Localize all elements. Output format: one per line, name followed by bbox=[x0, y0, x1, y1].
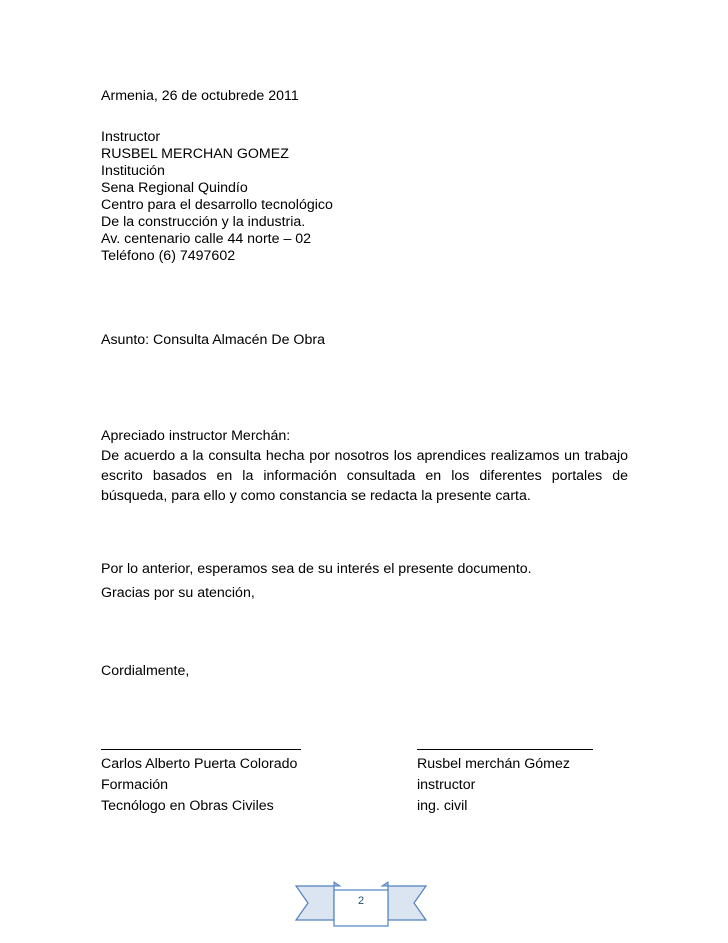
valediction: Cordialmente, bbox=[101, 663, 190, 679]
page-number-ribbon bbox=[294, 880, 428, 930]
recipient-line: Instructor bbox=[101, 129, 161, 145]
thanks-line: Gracias por su atención, bbox=[101, 585, 255, 601]
date-line: Armenia, 26 de octubrede 2011 bbox=[101, 88, 299, 104]
recipient-line: Centro para el desarrollo tecnológico bbox=[101, 197, 333, 213]
recipient-line: Sena Regional Quindío bbox=[101, 180, 248, 196]
signature-line bbox=[101, 734, 301, 750]
recipient-line: Institución bbox=[101, 163, 165, 179]
recipient-line: Av. centenario calle 44 norte – 02 bbox=[101, 231, 312, 247]
signature-left bbox=[101, 734, 301, 817]
signature-right bbox=[417, 734, 593, 817]
subject-line: Asunto: Consulta Almacén De Obra bbox=[101, 332, 325, 348]
signer-role: Formación bbox=[101, 777, 169, 793]
signer-title: Tecnólogo en Obras Civiles bbox=[101, 798, 274, 814]
page-number: 2 bbox=[357, 895, 365, 907]
recipient-address bbox=[101, 129, 333, 265]
signer-title: ing. civil bbox=[417, 798, 468, 814]
signer-role: instructor bbox=[417, 777, 476, 793]
signer-name: Rusbel merchán Gómez bbox=[417, 756, 570, 772]
recipient-line: De la construcción y la industria. bbox=[101, 214, 306, 230]
signer-name: Carlos Alberto Puerta Colorado bbox=[101, 756, 298, 772]
recipient-line: Teléfono (6) 7497602 bbox=[101, 248, 236, 264]
body-paragraph: De acuerdo a la consulta hecha por nosotros los aprendices realizamos un trabajo escrito basados en la información consultada en los diferentes portales de búsqueda, para ello y como constancia se redacta la presente carta. bbox=[101, 448, 628, 504]
salutation: Apreciado instructor Merchán: bbox=[101, 428, 291, 444]
closing-line: Por lo anterior, esperamos sea de su interés el presente documento. bbox=[101, 561, 532, 577]
signature-line bbox=[417, 734, 593, 750]
recipient-line: RUSBEL MERCHAN GOMEZ bbox=[101, 146, 289, 162]
